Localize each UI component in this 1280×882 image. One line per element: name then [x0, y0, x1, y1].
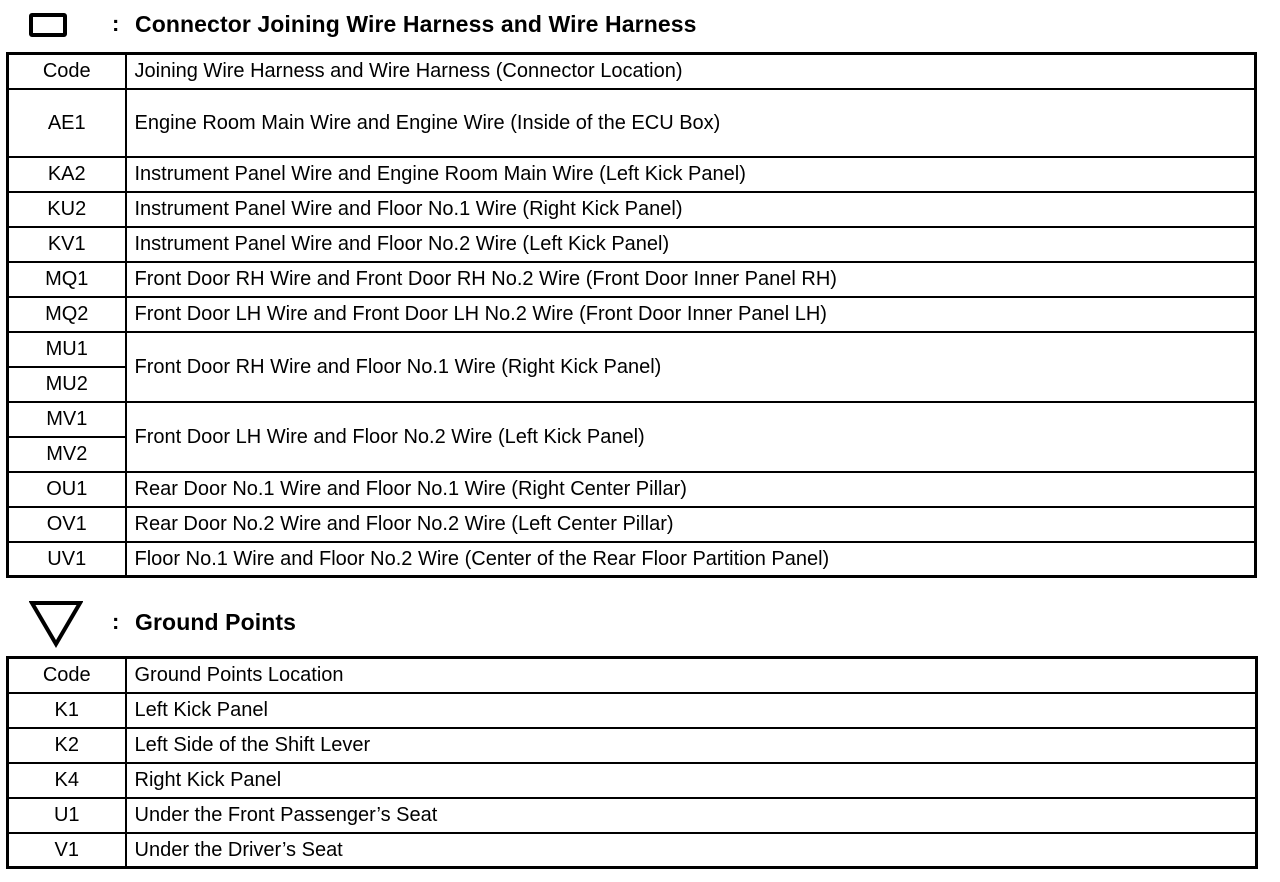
ground-code: K1	[8, 693, 126, 728]
table-row	[8, 227, 1256, 262]
code-header: Code	[8, 658, 126, 693]
table-row	[8, 332, 1256, 367]
connector-table-header	[8, 54, 1256, 89]
location-header: Ground Points Location	[126, 658, 1257, 693]
table-row	[8, 798, 1257, 833]
location-header: Joining Wire Harness and Wire Harness (Connector Location)	[126, 54, 1256, 89]
connector-code: KU2	[8, 192, 126, 227]
table-row	[8, 542, 1256, 577]
table-row	[8, 262, 1256, 297]
table-row	[8, 89, 1256, 157]
connector-code: OV1	[8, 507, 126, 542]
connector-title-colon: :	[112, 11, 120, 36]
connector-code: MQ1	[8, 262, 126, 297]
connector-code: KA2	[8, 157, 126, 192]
table-row	[8, 297, 1256, 332]
connector-code: AE1	[8, 89, 126, 157]
connector-code: MV1	[8, 402, 126, 437]
connector-code: OU1	[8, 472, 126, 507]
connector-code: UV1	[8, 542, 126, 577]
connector-location: Front Door RH Wire and Front Door RH No.2 Wire (Front Door Inner Panel RH)	[126, 262, 1256, 297]
connector-code: MU2	[8, 367, 126, 402]
table-row	[8, 763, 1257, 798]
connector-location: Front Door LH Wire and Front Door LH No.2 Wire (Front Door Inner Panel LH)	[126, 297, 1256, 332]
connector-location: Rear Door No.2 Wire and Floor No.2 Wire (Left Center Pillar)	[126, 507, 1256, 542]
connector-code: MQ2	[8, 297, 126, 332]
connector-location: Instrument Panel Wire and Floor No.1 Wire (Right Kick Panel)	[126, 192, 1256, 227]
ground-title-colon: :	[112, 609, 120, 634]
ground-triangle-icon	[29, 600, 83, 648]
ground-code: U1	[8, 798, 126, 833]
ground-location: Left Kick Panel	[126, 693, 1257, 728]
connector-location: Floor No.1 Wire and Floor No.2 Wire (Center of the Rear Floor Partition Panel)	[126, 542, 1256, 577]
ground-location: Left Side of the Shift Lever	[126, 728, 1257, 763]
connector-code: MV2	[8, 437, 126, 472]
connector-location: Instrument Panel Wire and Floor No.2 Wire (Left Kick Panel)	[126, 227, 1256, 262]
ground-section-title: Ground Points	[135, 609, 297, 635]
ground-code: K4	[8, 763, 126, 798]
code-header: Code	[8, 54, 126, 89]
table-row	[8, 472, 1256, 507]
table-row	[8, 507, 1256, 542]
connector-location: Rear Door No.1 Wire and Floor No.1 Wire (Right Center Pillar)	[126, 472, 1256, 507]
ground-code: V1	[8, 833, 126, 868]
connector-location: Instrument Panel Wire and Engine Room Main Wire (Left Kick Panel)	[126, 157, 1256, 192]
table-row	[8, 157, 1256, 192]
connector-rectangle-icon	[29, 13, 67, 37]
table-row	[8, 728, 1257, 763]
ground-points-table	[6, 656, 1258, 869]
ground-location: Under the Driver’s Seat	[126, 833, 1257, 868]
ground-location: Right Kick Panel	[126, 763, 1257, 798]
connector-code: MU1	[8, 332, 126, 367]
connector-location: Engine Room Main Wire and Engine Wire (Inside of the ECU Box)	[126, 89, 1256, 157]
connector-table	[6, 52, 1257, 578]
table-row	[8, 192, 1256, 227]
ground-code: K2	[8, 728, 126, 763]
connector-location: Front Door RH Wire and Floor No.1 Wire (Right Kick Panel)	[126, 332, 1256, 402]
ground-table-header	[8, 658, 1257, 693]
connector-code: KV1	[8, 227, 126, 262]
table-row	[8, 833, 1257, 868]
ground-location: Under the Front Passenger’s Seat	[126, 798, 1257, 833]
connector-section-title: Connector Joining Wire Harness and Wire Harness	[135, 11, 697, 37]
table-row	[8, 693, 1257, 728]
table-row	[8, 402, 1256, 437]
connector-location: Front Door LH Wire and Floor No.2 Wire (Left Kick Panel)	[126, 402, 1256, 472]
